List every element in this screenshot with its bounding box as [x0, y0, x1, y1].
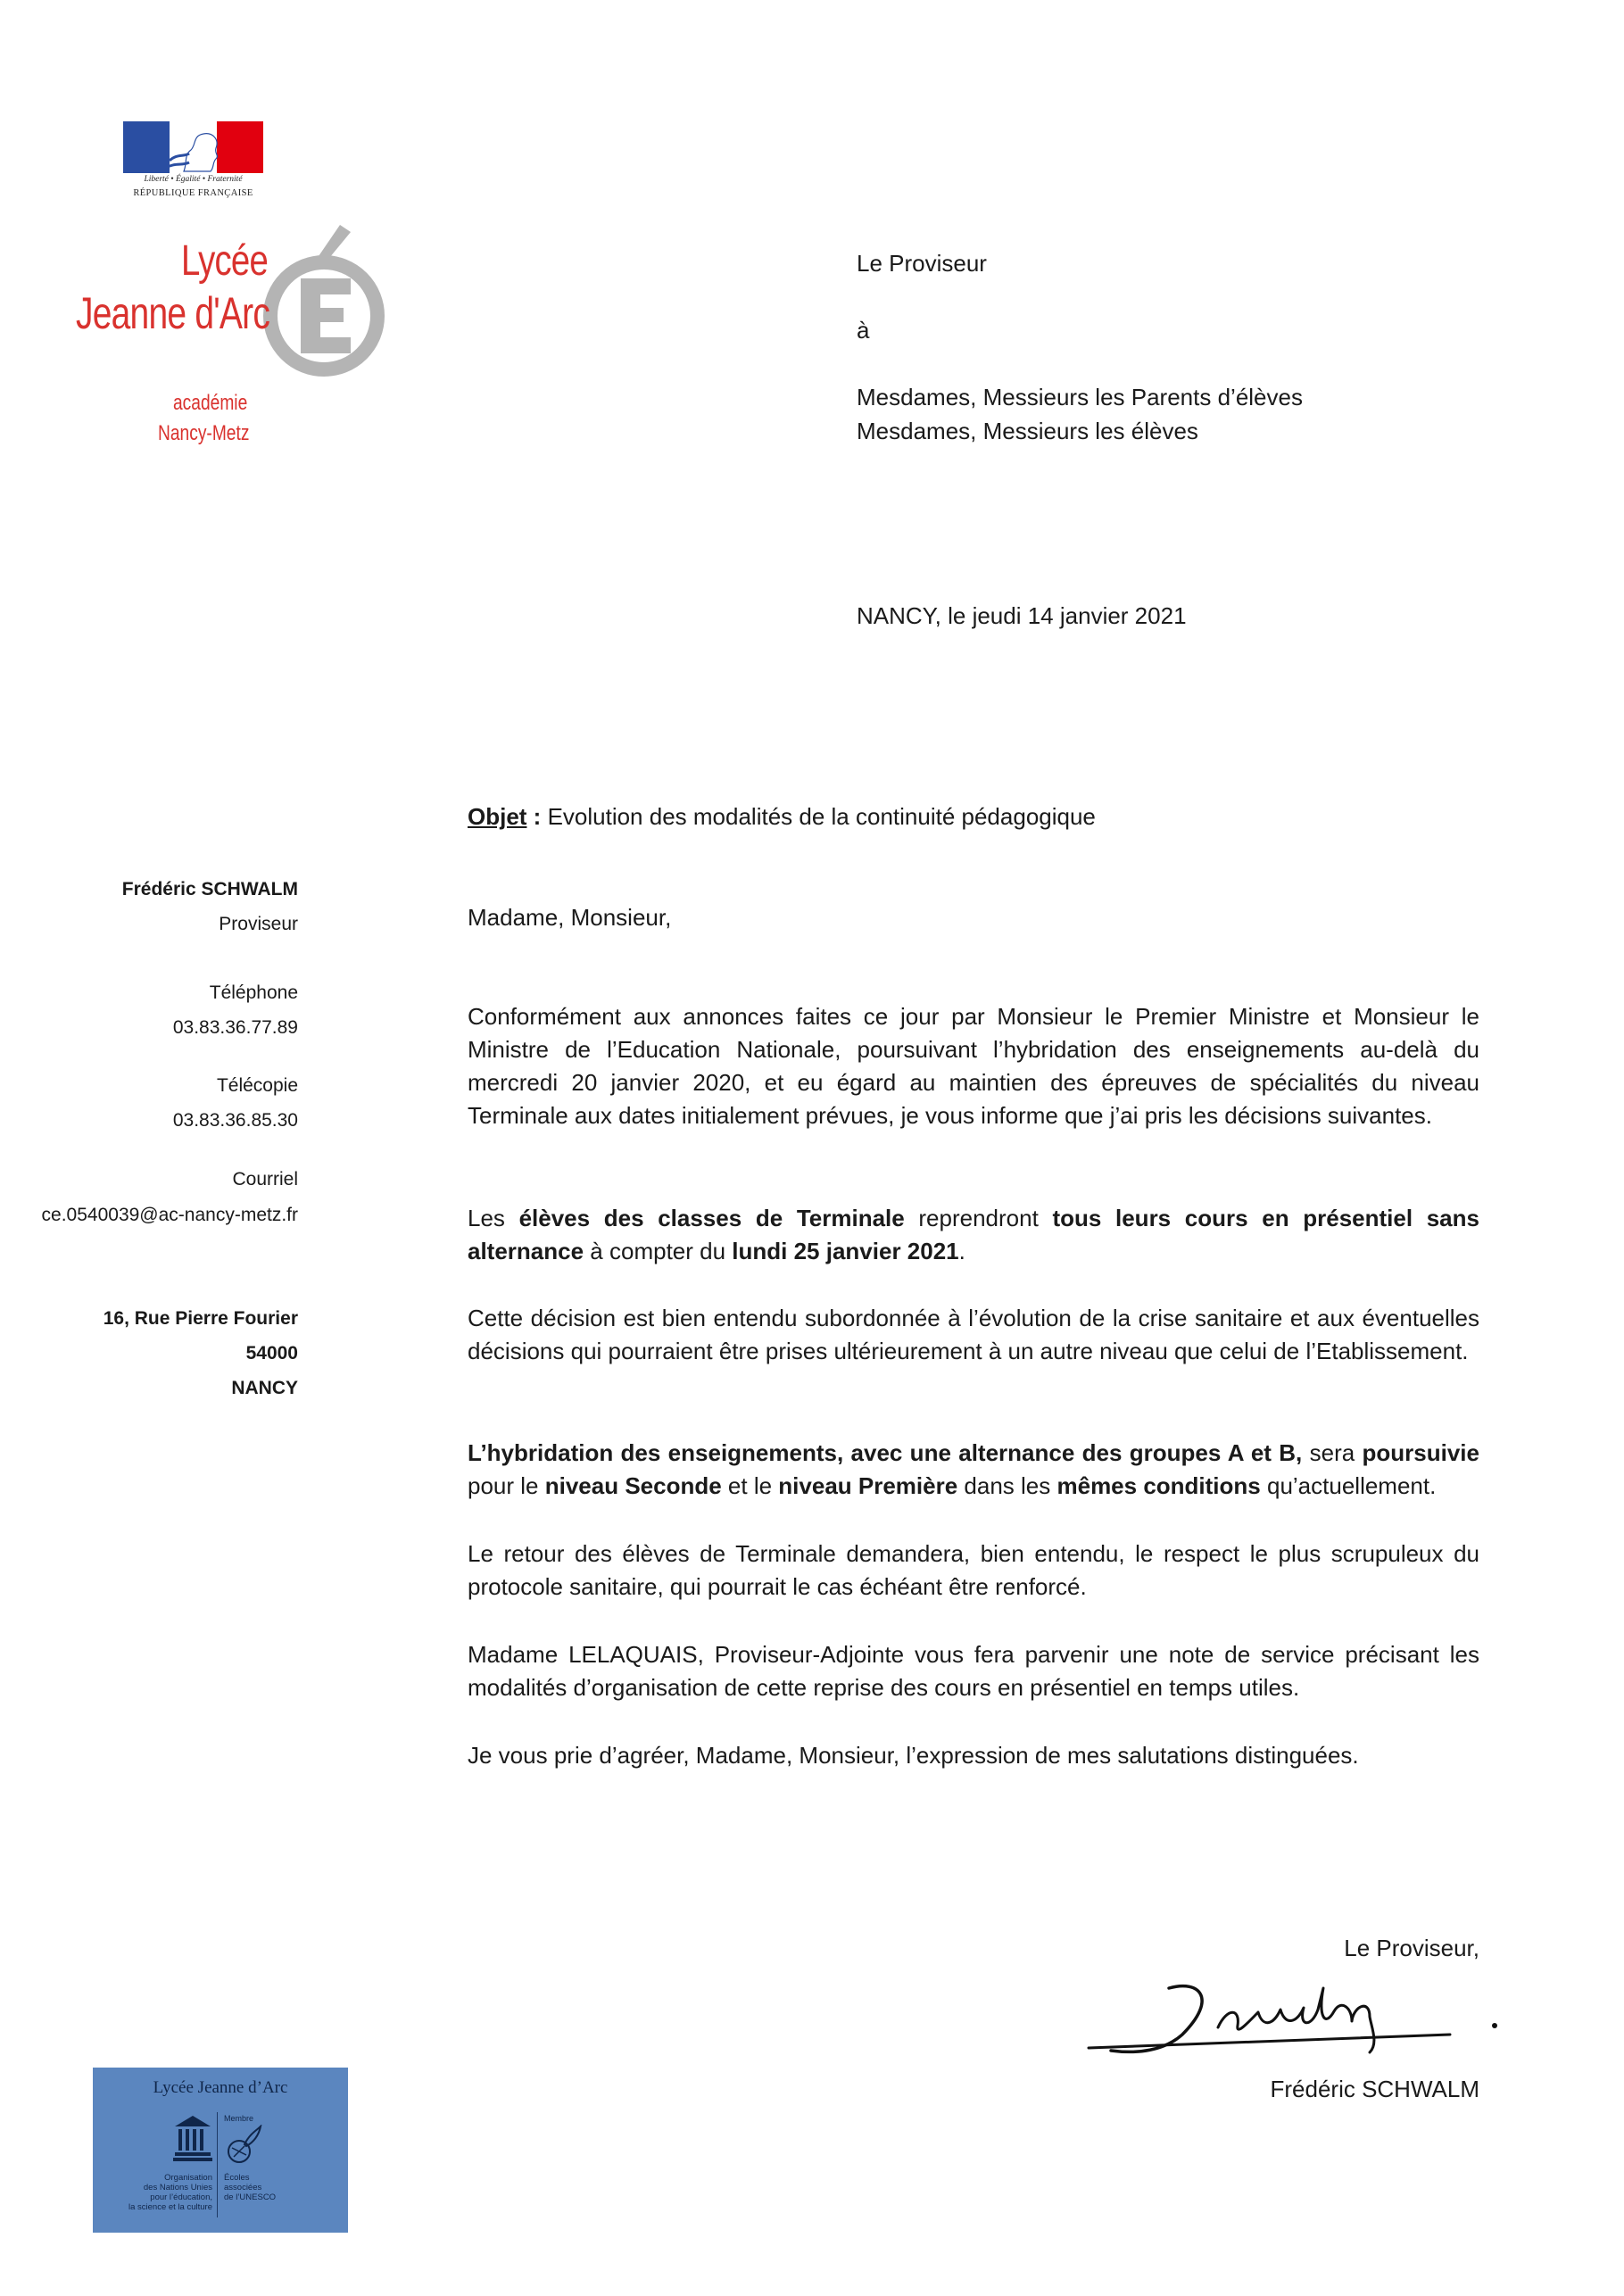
logo-text-academie: académie: [173, 391, 248, 415]
unesco-temple-icon: [173, 2114, 212, 2164]
republique-motto: Liberté • Égalité • Fraternité: [144, 175, 243, 184]
recipient-line-2: Mesdames, Messieurs les élèves: [857, 418, 1198, 444]
address-postcode: 54000: [245, 1343, 298, 1364]
object-text: Evolution des modalités de la continuité pédagogique: [547, 803, 1096, 830]
unesco-left-text: Organisation des Nations Unies pour l’éducation, la science et la culture: [128, 2173, 212, 2212]
contact-role: Proviseur: [219, 914, 298, 934]
object-line: [468, 803, 1096, 831]
education-e-logo-icon: [254, 223, 388, 384]
paragraph-1: Conformément aux annonces faites ce jour par Monsieur le Premier Ministre et Monsieur le Ministre de l’Education Nationale, poursuivant l’hybridation des enseignements au-delà du mercredi 20 janvier 2020, et eu égard au maintien des épreuves de spécialités du niveau Terminale aux dates initialement prévues, je vous informe que j’ai pris les décisions suivantes.: [468, 1003, 1479, 1129]
unesco-title: Lycée Jeanne d’Arc: [153, 2078, 288, 2097]
logo-text-nancy-metz: Nancy-Metz: [158, 421, 250, 445]
email-address[interactable]: ce.0540039@ac-nancy-metz.fr: [41, 1205, 298, 1225]
object-label: Objet: [468, 803, 527, 830]
phone-number: 03.83.36.77.89: [172, 1017, 298, 1038]
unesco-schools-icon: [227, 2125, 262, 2168]
sender-line: Le Proviseur: [857, 250, 987, 277]
date-line: NANCY, le jeudi 14 janvier 2021: [857, 602, 1187, 629]
contact-name: Frédéric SCHWALM: [121, 879, 298, 899]
paragraph-3: Cette décision est bien entendu subordonnée à l’évolution de la crise sanitaire et aux éventuelles décisions qui pourraient être prises ultérieurement à un autre niveau que celui de l’Etablissement.: [468, 1305, 1479, 1364]
paragraph-6: Madame LELAQUAIS, Proviseur-Adjointe vous fera parvenir une note de service précisant les modalités d’organisation de cette reprise des cours en présentiel en temps utiles.: [468, 1641, 1479, 1701]
phone-label: Téléphone: [209, 982, 298, 1003]
object-separator: :: [526, 803, 548, 830]
address-street: 16, Rue Pierre Fourier: [103, 1308, 298, 1329]
signature-title: Le Proviseur,: [1344, 1935, 1479, 1961]
handwritten-signature-icon: [1084, 1972, 1512, 2070]
fax-number: 03.83.36.85.30: [172, 1110, 298, 1131]
paragraph-4: L’hybridation des enseignements, avec une alternance des groupes A et B, sera poursuivie pour le niveau Seconde et le niveau Première dans les mêmes conditions qu’actuellement.: [468, 1439, 1479, 1499]
marianne-profile-icon: [157, 127, 237, 173]
logo-text-lycee: Lycée: [181, 237, 269, 285]
email-label: Courriel: [232, 1169, 298, 1189]
lycee-logo: [54, 223, 384, 464]
salutation: Madame, Monsieur,: [468, 904, 672, 931]
unesco-membre: Membre: [224, 2114, 254, 2123]
address-city: NANCY: [231, 1378, 298, 1398]
unesco-right-text: Écoles associées de l’UNESCO: [224, 2173, 277, 2202]
signature-name: Frédéric SCHWALM: [1270, 2076, 1479, 2102]
paragraph-5: Le retour des élèves de Terminale demandera, bien entendu, le respect le plus scrupuleux du protocole sanitaire, qui pourrait le cas échéant être renforcé.: [468, 1540, 1479, 1600]
unesco-divider: [217, 2112, 218, 2217]
logo-text-jeanne-darc: Jeanne d'Arc: [76, 288, 270, 338]
republique-francaise-text: RÉPUBLIQUE FRANÇAISE: [133, 188, 253, 198]
to-word: à: [857, 317, 870, 344]
paragraph-7: Je vous prie d’agréer, Madame, Monsieur, l’expression de mes salutations distinguées.: [468, 1742, 1359, 1769]
unesco-badge: [93, 2068, 348, 2233]
republique-francaise-logo: [123, 121, 263, 203]
paragraph-2: Les élèves des classes de Terminale reprendront tous leurs cours en présentiel sans alternance à compter du lundi 25 janvier 2021.: [468, 1205, 1479, 1264]
fax-label: Télécopie: [216, 1075, 298, 1096]
recipient-line-1: Mesdames, Messieurs les Parents d’élèves: [857, 384, 1303, 410]
